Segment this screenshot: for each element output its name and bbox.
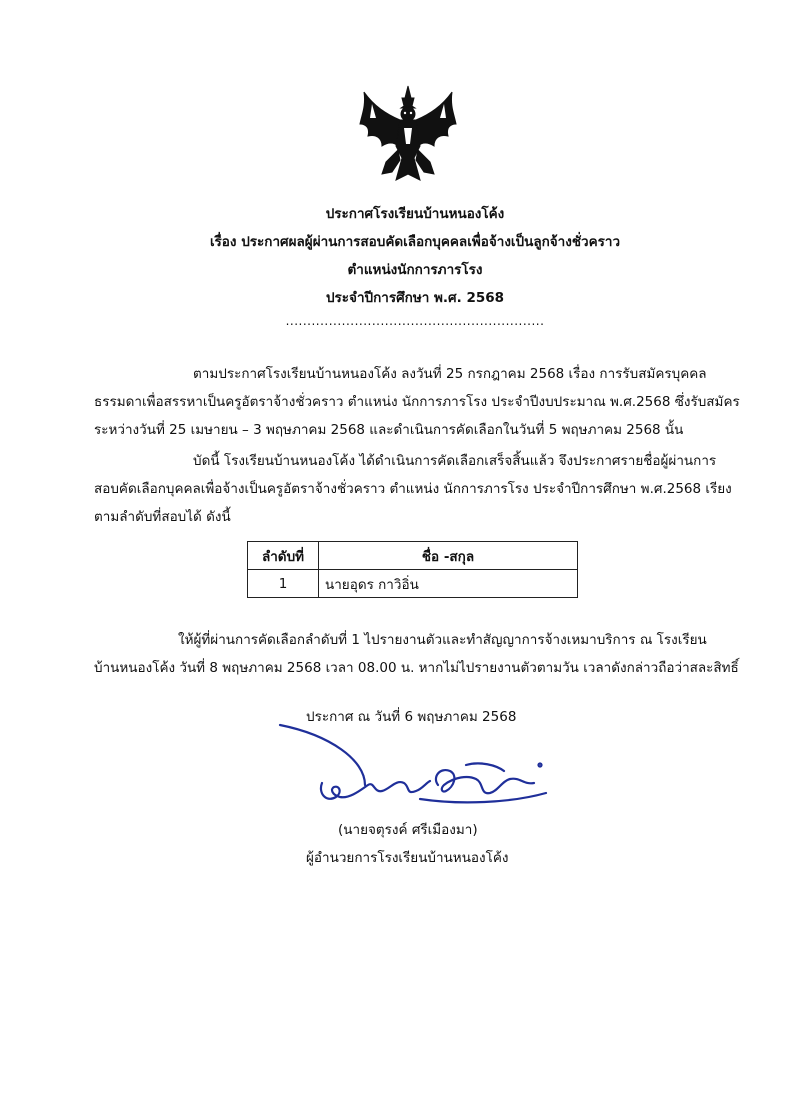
paragraph-1-line-1: ตามประกาศโรงเรียนบ้านหนองโค้ง ลงวันที่ 25 กรกฎาคม 2568 เรื่อง การรับสมัครบุคคล: [193, 366, 707, 382]
header-divider: ............................................................: [285, 314, 545, 328]
column-header-order: ลำดับที่: [248, 542, 319, 570]
doc-subject: เรื่อง ประกาศผลผู้ผ่านการสอบคัดเลือกบุคคลเพื่อจ้างเป็นลูกจ้างชั่วคราว: [209, 234, 621, 250]
paragraph-2-line-1: บัดนี้ โรงเรียนบ้านหนองโค้ง ได้ดำเนินการคัดเลือกเสร็จสิ้นแล้ว จึงประกาศรายชื่อผู้ผ่านการ: [193, 453, 717, 469]
paragraph-1-line-2: ธรรมดาเพื่อสรรหาเป็นครูอัตราจ้างชั่วคราว ตำแหน่ง นักการภารโรง ประจำปีงบประมาณ พ.ศ.2568 ซึ่งรับสมัคร: [94, 394, 740, 410]
paragraph-2-line-2: สอบคัดเลือกบุคคลเพื่อจ้างเป็นครูอัตราจ้างชั่วคราว ตำแหน่ง นักการภารโรง ประจำปีการศึกษา พ.ศ.2568 เรียง: [94, 481, 732, 497]
doc-year: ประจำปีการศึกษา พ.ศ. 2568: [325, 290, 505, 306]
announce-date: ประกาศ ณ วันที่ 6 พฤษภาคม 2568: [306, 709, 517, 725]
column-header-name: ชื่อ -สกุล: [319, 542, 578, 570]
paragraph-3-line-2: บ้านหนองโค้ง วันที่ 8 พฤษภาคม 2568 เวลา 08.00 น. หากไม่ไปรายงานตัวตามวัน เวลาดังกล่าวถือว่าสละสิทธิ์: [94, 660, 739, 676]
doc-position: ตำแหน่งนักการภารโรง: [347, 262, 483, 278]
cell-name: นายอุดร กาวิอิ่น: [319, 570, 578, 598]
table-header-row: [248, 542, 578, 570]
doc-heading: ประกาศโรงเรียนบ้านหนองโค้ง: [325, 206, 505, 222]
paragraph-2-line-3: ตามลำดับที่สอบได้ ดังนี้: [94, 509, 231, 525]
paragraph-3-line-1: ให้ผู้ที่ผ่านการคัดเลือกลำดับที่ 1 ไปรายงานตัวและทำสัญญาการจ้างเหมาบริการ ณ โรงเรียน: [178, 632, 707, 648]
paragraph-1-line-3: ระหว่างวันที่ 25 เมษายน – 3 พฤษภาคม 2568 และดำเนินการคัดเลือกในวันที่ 5 พฤษภาคม 2568 นั้น: [94, 422, 684, 438]
result-table: [247, 541, 578, 598]
garuda-emblem-icon: [356, 84, 460, 182]
signer-name: (นายจตุรงค์ ศรีเมืองมา): [338, 822, 478, 838]
handwritten-signature-icon: [270, 705, 590, 835]
cell-order: 1: [248, 570, 319, 598]
table-row: [248, 570, 578, 598]
signer-title: ผู้อำนวยการโรงเรียนบ้านหนองโค้ง: [306, 850, 509, 866]
